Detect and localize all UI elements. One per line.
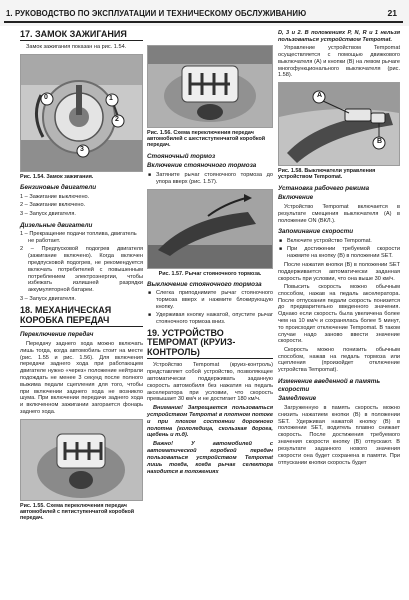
speed-memory-heading: Запоминание скорости [278, 228, 354, 236]
petrol-item-2: 2 – Зажигание включено. [20, 202, 86, 209]
parking-brake-off-item-2: ■ Удерживая кнопку нажатой, опустите рычаг стояночного тормоза вниз. [147, 312, 273, 326]
parking-brake-off-item-1: ■ Слегка приподнимите рычаг стояночного тормоза вверх и нажмите блокирующую кнопку. [147, 290, 273, 310]
figure-1-57-caption: Рис. 1.57. Рычаг стояночного тормоза. [158, 270, 262, 277]
shift-pattern-6speed-photo [148, 46, 272, 127]
switch-on-text: Устройство Tempomat включается в результате смещения выключателя (A) в положение ON (ВКЛ.). [278, 203, 400, 224]
fig158-mark-a: A [317, 92, 323, 100]
parking-brake-lever-photo [148, 190, 272, 268]
increase-speed-text: Повысить скорость можно обычным способом, нажав на педаль акселератора. После отпускания педали скорость понизится до предварительно введенного значения. Однако если скорость была увеличена более чем на 10 км/ч и сохранялась более 5 минут, то происходит отключение Tempomat. В таком случае надо заново ввести значение скорости. [278, 283, 400, 345]
fig154-mark-0: 0 [44, 94, 48, 102]
header-title: 1. РУКОВОДСТВО ПО ЭКСПЛУАТАЦИИ И ТЕХНИЧЕСКОМУ ОБСЛУЖИВАНИЮ [6, 9, 307, 18]
fig158-mark-b: B [377, 138, 383, 146]
shift-pattern-5speed-photo [21, 420, 142, 500]
switch-on-heading: Включение [278, 194, 314, 202]
gear-shift-heading: Переключение передач [20, 331, 94, 339]
fig154-mark-2: 2 [115, 116, 119, 124]
decrease-speed-text: Скорость можно понизить обычным способом, нажав на педаль тормоза или сцепления (произойдет отключение устройства Tempomat). [278, 346, 400, 374]
figure-1-54-caption: Рис. 1.54. Замок зажигания. [20, 174, 94, 181]
petrol-item-3: 3 – Запуск двигателя. [20, 210, 76, 217]
tempomat-switch-photo [279, 83, 399, 165]
slowdown-text: Загруженную в память скорость можно снизить нажатием кнопки (B) в положении SET. Удерживая нажатой кнопку (B) в положении SET, водитель плавно снижает скорость. После достижения требуемого значения скорости кнопку (B) отпускают. В результате заданного нового значения скорости она будет сохранена в памяти. При отпускании кнопки скорость будет [278, 405, 400, 466]
figure-1-55-5speed-shift [20, 419, 143, 501]
gear-shift-text: Передачу заднего хода можно включать лишь тогда, когда автомобиль стоит на месте (рис. 1.55 и рис. 1.56). Для включения передачи заднего хода при работающем двигателе нужно «через» положение нейтрали подождать не менее 3 секунд после полного выжима педали сцепления для того, чтобы при включении заднего хода не возникло шума. При включении передачи заднего хода и включенном зажигании загорается фонарь заднего хода. [20, 340, 143, 416]
fig154-mark-1: 1 [109, 95, 113, 103]
figure-1-56-6speed-shift [147, 45, 273, 128]
section-18-title: 18. МЕХАНИЧЕСКАЯ КОРОБКА ПЕРЕДАЧ [20, 306, 143, 327]
column-1 [20, 30, 143, 525]
tempomat-control-text: Управление устройством Tempomat осуществляется с помощью движкового выключателя (A) и кнопки (B) на левом рычаге многофункционального выключателя (рис. 1.58). [278, 45, 400, 79]
parking-brake-off-list [147, 290, 273, 326]
speed-memory-item-1: ■ Включите устройство Tempomat. [278, 238, 400, 245]
figure-1-57-parking-brake [147, 189, 273, 269]
fig154-mark-3: 3 [80, 146, 84, 154]
speed-memory-item-2: ■ При достижении требуемой скорости нажмите на кнопку (B) в положении SET. [278, 246, 400, 260]
diesel-item-3: 3 – Запуск двигателя. [20, 295, 76, 302]
figure-1-58-tempomat-switches [278, 82, 400, 166]
diesel-heading: Дизельные двигатели [20, 221, 93, 229]
diesel-item-1: 1 – Прекращение подачи топлива, двигатель не работает. [20, 231, 137, 245]
speed-memory-list [278, 238, 400, 260]
diesel-item-2: 2 – Предпусковой подогрев двигателя (зажигание включено). Когда включен предпусковой подогрев, не рекомендуется включать потребителей с повышенным потреблением электроэнергии, чтобы избежать излишней разрядки аккумуляторной батареи. [20, 246, 143, 294]
petrol-item-1: 1 – Зажигание выключено. [20, 194, 90, 201]
figure-1-58-caption: Рис. 1.58. Выключатели управления устройством Tempomat. [278, 168, 376, 181]
section-17-title: 17. ЗАМОК ЗАЖИГАНИЯ [20, 30, 143, 41]
parking-brake-off-heading: Выключение стояночного тормоза [147, 280, 262, 288]
section-17-intro: Замок зажигания показан на рис. 1.54. [26, 44, 127, 51]
change-speed-heading: Изменение введенной в память скорости [278, 377, 381, 393]
parking-brake-on-item: ■ Затяните рычаг стояночного тормоза до упора вверх (рис. 1.57). [147, 172, 273, 186]
working-mode-heading: Установка рабочего режима [278, 184, 370, 192]
parking-brake-heading: Стояночный тормоз [147, 152, 216, 160]
tempomat-positions-note: D, 3 и 2. В положениях P, N, R и 1 нельзя пользоваться устройством Tempomat. [278, 30, 400, 43]
section-19-text: Устройство Tempomat (круиз-контроль) представляет собой устройство, позволяющее автоматически поддерживать заданную скорость автомобиля без нажатия на педаль акселератора при условии, что скорость превышает 30 км/ч и не достигает 180 км/ч. [147, 362, 273, 403]
section-19-title: 19. УСТРОЙСТВО TEMPOMAT (КРУИЗ-КОНТРОЛЬ) [147, 329, 273, 359]
page-number: 21 [387, 8, 397, 18]
column-2 [147, 45, 273, 477]
column-3 [278, 30, 400, 468]
warning-tempomat-traffic: Внимание! Запрещается пользоваться устройством Tempomat в плотном потоке и при плохом состоянии дорожного полотна (гололедица, скользкая дорога, щебень и т.д). [147, 405, 273, 439]
after-set-text: После нажатия кнопки (B) в положении SET поддерживается автоматически заданная скорость при условии, что она выше 30 км/ч. [278, 261, 400, 282]
figure-1-54-ignition-lock [20, 54, 143, 172]
figure-1-55-caption: Рис. 1.55. Схема переключения передач автомобилей с пятиступенчатой коробкой передач. [20, 502, 135, 522]
figure-1-56-caption: Рис. 1.56. Схема переключения передач автомобилей с шестиступенчатой коробкой передач. [147, 130, 266, 149]
header-rule [4, 21, 403, 23]
parking-brake-on-heading: Включение стояночного тормоза [147, 162, 257, 170]
parking-brake-on-list [147, 172, 273, 186]
petrol-heading: Бензиновые двигатели [20, 184, 97, 192]
page-header [0, 0, 409, 26]
note-tempomat-automatic: Важно! У автомобилей с автоматической коробкой передач пользоваться устройством Tempomat лишь тогда, когда рычаг селектора находится в положениях [147, 441, 273, 475]
slowdown-heading: Замедление [278, 395, 317, 403]
